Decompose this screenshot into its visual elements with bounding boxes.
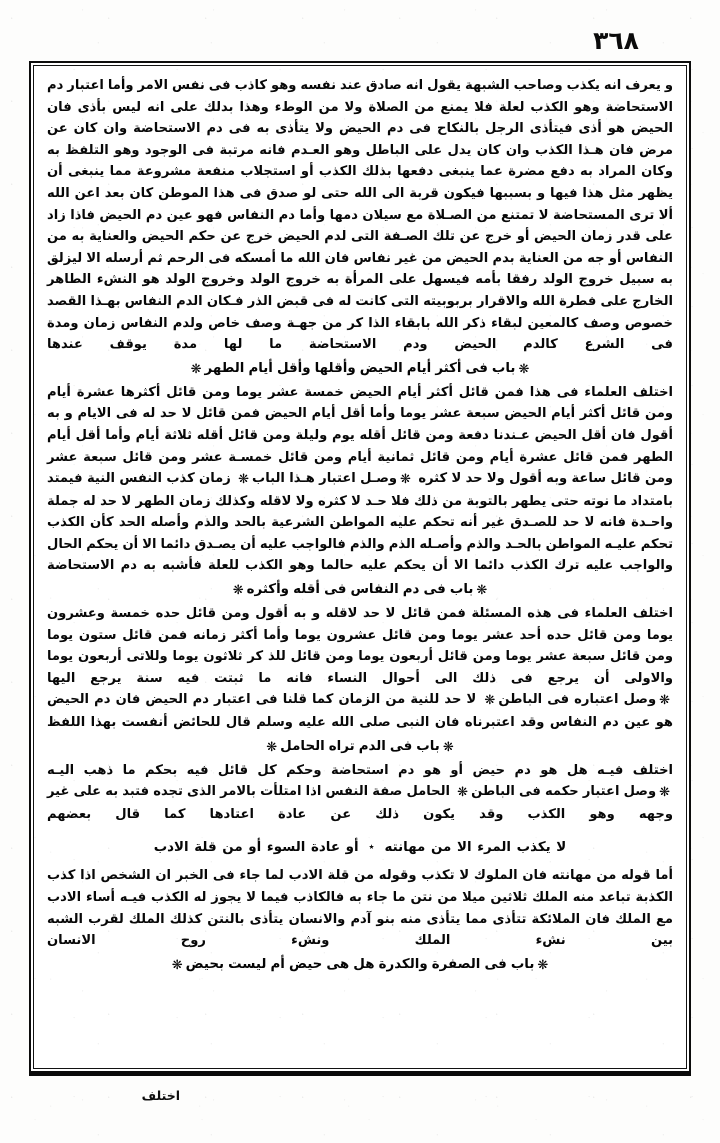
- frame-bottom-rule: [29, 1071, 691, 1076]
- chapter-heading-2-label: باب فى دم النفاس فى أقله وأكثره: [246, 582, 474, 598]
- star-ornament-icon: ❋: [232, 583, 244, 599]
- verse-line: [47, 832, 673, 863]
- verse-hemistich-1: لا يكذب المرء الا من مهانته: [384, 840, 567, 856]
- chapter-heading-4: [47, 953, 673, 977]
- paragraph-4-text: اختلف العلماء فى هذه المسئلة فمن قائل لا حد لاقله و به أقول ومن قائل حده خمسة وعشرون يوما ومن قائل حده أحد عشر يوما ومن قائل عشرون يوما وأما أكثر زمانه فمن قائل ستون يوما ومن قائل سبعة عشر يوما ومن قائل أربعون يوما ومن قائل للذ كر ثلاثون يوما وللاتى أربعون يوما والاولى أن يرجع فى ذلك الى أحوال النساء فانه ما ثبتت فيه سنة يرجع اليها: [47, 606, 673, 686]
- body-text-column: [47, 75, 673, 977]
- star-ornament-icon: ❋: [457, 785, 469, 801]
- paragraph-4: [47, 603, 673, 734]
- chapter-heading-2: [47, 578, 673, 602]
- paragraph-2: [47, 382, 673, 577]
- paragraph-7-text: الحامل صفة النفس اذا امتلأت بالامر الذى تجده فتبد به على غير وجهه وهو الكذب وقد يكون ذلك عن عادة اعتادها كما قال بعضهم: [47, 784, 673, 822]
- chapter-heading-3: [47, 735, 673, 759]
- chapter-heading-4-label: باب فى الصفرة والكدرة هل هى حيض أم ليست بحيض: [185, 956, 535, 972]
- star-ornament-icon: ❋: [238, 472, 250, 488]
- paragraph-8: أما قوله من مهانته فان الملوك لا تكذب وقوله من قلة الادب لما جاء فى الخبر ان الشخص اذا كذب الكذبة تباعد منه الملك ثلاثين ميلا من نتن ما جاء به فالكاذب فيما لا يجوز له الكذب فيـه أساء الادب مع الملك فان الملائكة تتأذى مما يتأذى منه بنو آدم والانسان يتأذى بالنتن كذلك الملك لقرب الشبه بين نشء الملك ونشء روح الانسان: [47, 868, 673, 949]
- text-block-frame: [29, 61, 691, 1073]
- star-ornament-icon: ❋: [537, 957, 549, 973]
- verse-separator-icon: ٭: [368, 840, 375, 854]
- paragraph-6: [47, 760, 673, 826]
- star-ornament-icon: ❋: [442, 739, 454, 755]
- page-number: ٣٦٨: [593, 26, 639, 55]
- paragraph-3-text: زمان كذب النفس النية فيمتد بامتداد ما نوته حتى يطهر بالتوبة من ذلك فلا حـد لا كثره ولا لاقله وكذلك زمان الطهر لا حد له جملة واحـدة فانه لا حد للصـدق غير أنه تحكم عليه المواطن الشرعية بالحد والذم وأصله الحد كأن الكذب تحكم عليـه المواطن بالحـد والذم وأصـله الذم والذم فالواجب عليه أن يصـدق دائما الا أن يحكم الحال والواجب عليه ترك الكذب دائما الا أن يحكم عليه حالما وهو الكذب للعلة فأشبه به دم الاستحاضة: [47, 471, 673, 574]
- star-ornament-icon: ❋: [190, 361, 202, 377]
- paragraph-2-text: اختلف العلماء فى هذا فمن قائل أكثر أيام الحيض خمسة عشر يوما ومن قائل أكثرها عشرة أيام ومن قائل أكثر أيام الحيض سبعة عشر يوما وأما أقل أيام الحيض فمن قائل لا حد له فى الايام و به أقول فان أقل الحيض عـندنا دفعة ومن قائل أقله يوم وليلة ومن قائل أقله ثلاثة أيام وأما أقل أيام الطهر فمن قائل عشرة أيام ومن قائل ثمانية أيام ومن قائل خمسـة عشر ومن قائل سبعة عشر ومن قائل ساعة وبه أقول ولا حد لا كثره: [47, 384, 673, 487]
- star-ornament-icon: ❋: [659, 785, 670, 801]
- star-ornament-icon: ❋: [171, 957, 183, 973]
- star-ornament-icon: ❋: [659, 693, 670, 709]
- text-block-inner: [33, 65, 687, 1069]
- star-ornament-icon: ❋: [484, 693, 496, 709]
- star-ornament-icon: ❋: [518, 361, 530, 377]
- star-ornament-icon: ❋: [266, 739, 278, 755]
- paragraph-5-text: لا حد للنية من الزمان كما قلنا فى اعتبار دم الحيض فان دم الحيض هو عين دم النفاس وقد اعتبرناه فان النبى صلى الله عليه وسلم قال للحائض أنفست بهذا اللفظ: [47, 692, 673, 731]
- chapter-heading-1-label: باب فى أكثر أيام الحيض وأقلها وأقل أيام الطهر: [204, 360, 516, 376]
- chapter-heading-3-label: باب فى الدم تراه الحامل: [280, 738, 440, 754]
- paragraph-1: و يعرف انه يكذب وصاحب الشبهة يقول انه صادق عند نفسه وهو كاذب فى نفس الامر وأما اعتبار دم الاستحاضة وهو الكذب لعلة فلا يمنع من الصلاة ولا من الوطء وهذا بدلك على انه ليس بأذى فان الحيض هو أذى فيتأذى الرجل بالنكاح فى دم الحيض ولا يتأذى به فى دم الاستحاضة وان كان عن مرض فان هـذا الكذب وان كان يدل على الباطل وهو العـدم فانه مرتبة فى الوجود وهو التلفظ به وكان المراد به دفع مضرة عما ينبغى دفعها بذلك الكذب أو استجلاب منفعة مشروعة مما ينبغى أن يظهر مثل هذا فيها و بسببها فيكون قربة الى الله حتى لو صدق فى هذا الموطن كان بعد اعن الله ألا ترى المستحاضة لا تمتنع من الصـلاة مع سيلان دمها وأما دم النفاس فهو عين دم الحيض فاذا زاد على قدر زمان الحيض أو خرج عن تلك الصـفة التى لدم الحيض خرج عن حكم الحيض والعناية به من النفاس أو جه من العناية بدم الحيض من غير نفاس فان الله ما أمسكه فى الرحم ثم أرسله الا ليزلق به سبيل خروج الولد رفقا بأمه فيسهل على المرأة به خروج الولد وخروج الولد هو النشء الطاهر الخارج على فطرة الله والاقرار بربوبيته التى كانت له فى قبض الذر فـكان الدم النفاس بهـذا القصد خصوص وصف كالمعين لبقاء ذكر الله بابقاء الذا كر من جهـة وصف خاص ولدم النفاس زمان ومدة فى الشرع كالدم الحيض ودم الاستحاضة ما لها مدة يوقف عندها: [47, 78, 673, 353]
- inline-heading-1: وصـل اعتبار هـذا الباب: [252, 471, 398, 487]
- star-ornament-icon: ❋: [400, 472, 411, 488]
- verse-hemistich-2: أو عادة السوء أو من قلة الادب: [153, 840, 359, 856]
- inline-heading-2: وصل اعتباره فى الباطن: [498, 692, 657, 708]
- catchword: اختلف: [141, 1088, 180, 1103]
- star-ornament-icon: ❋: [476, 583, 488, 599]
- inline-heading-3: وصل اعتبار حكمه فى الباطن: [471, 784, 657, 800]
- paragraph-6-text: اختلف فيـه هل هو دم حيض أو هو دم استحاضة وحكم كل قائل فيه بحكم ما ذهب اليـه: [47, 762, 673, 778]
- chapter-heading-1: [47, 357, 673, 381]
